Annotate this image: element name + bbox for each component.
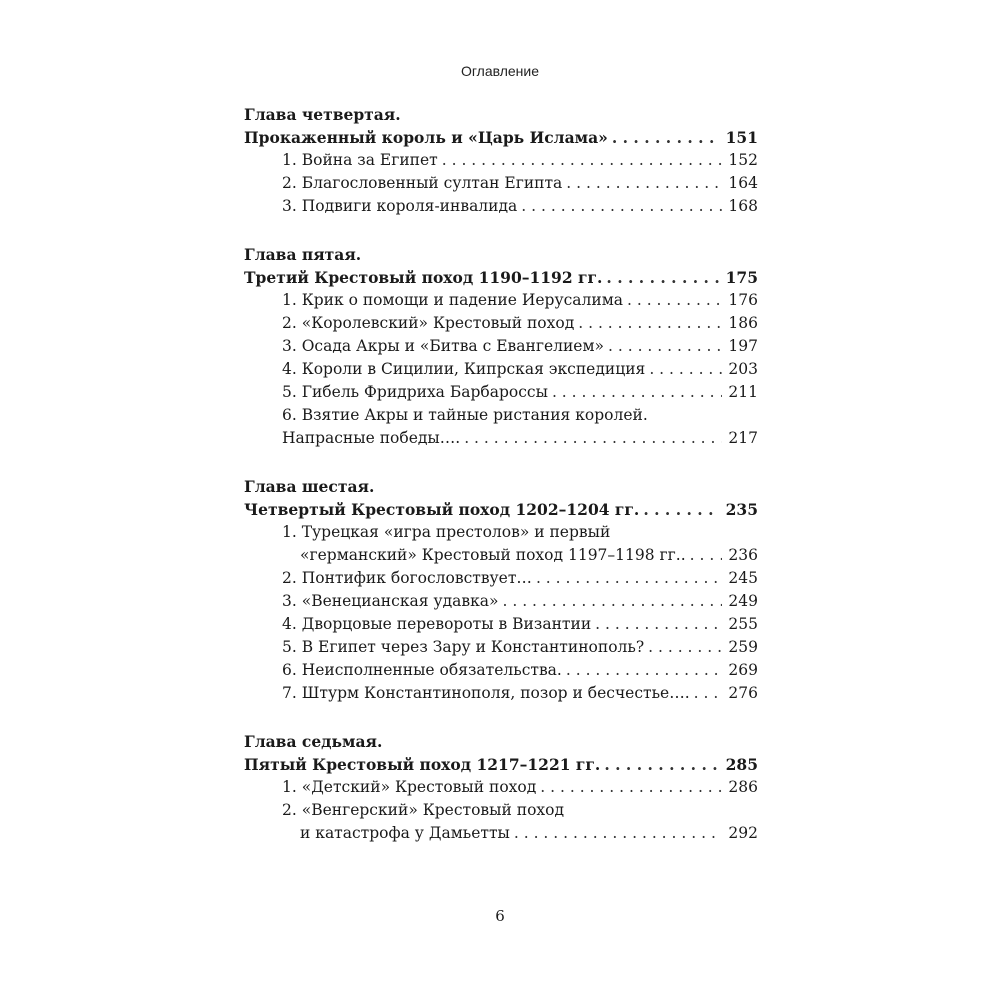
entry-title: 3. Осада Акры и «Битва с Евангелием»	[282, 337, 605, 355]
entry-title: 4. Дворцовые перевороты в Византии	[282, 615, 592, 633]
entry-page-number: 186	[728, 314, 758, 332]
entry-title: 2. Понтифик богословствует…	[282, 569, 532, 587]
entry-page-number: 203	[728, 360, 758, 378]
toc-entry-line[interactable]	[244, 636, 758, 659]
toc-entry-line	[244, 521, 758, 544]
toc-entry-line[interactable]	[244, 776, 758, 799]
chapter-title: Четвертый Крестовый поход 1202–1204 гг.	[244, 500, 640, 519]
entry-title: 1. Крик о помощи и падение Иерусалима	[282, 291, 623, 309]
entry-page-number: 245	[728, 569, 758, 587]
chapter-page-number: 285	[725, 755, 758, 774]
chapter-title: Третий Крестовый поход 1190–1192 гг.	[244, 268, 603, 287]
chapter-page-number: 175	[725, 268, 758, 287]
dot-leader	[612, 126, 720, 149]
dot-leader	[552, 381, 722, 404]
dot-leader	[690, 544, 723, 567]
dot-leader	[514, 822, 723, 845]
running-head: Оглавление	[460, 63, 540, 79]
dot-leader	[643, 498, 719, 521]
dot-leader	[521, 195, 722, 218]
dot-leader	[503, 590, 723, 613]
entry-page-number: 176	[728, 291, 758, 309]
entry-title: 4. Короли в Сицилии, Кипрская экспедиция	[282, 360, 646, 378]
entry-page-number: 269	[728, 661, 758, 679]
dot-leader	[464, 427, 722, 450]
dot-leader	[540, 776, 722, 799]
toc-entry-line[interactable]	[244, 544, 758, 567]
toc-entry-line[interactable]	[244, 427, 758, 450]
chapter-title-line[interactable]	[244, 753, 758, 776]
entry-title: 1. Война за Египет	[282, 151, 438, 169]
entry-page-number: 197	[728, 337, 758, 355]
toc-entry-line[interactable]	[244, 381, 758, 404]
entry-page-number: 286	[728, 778, 758, 796]
toc-chapter	[244, 103, 758, 218]
entry-page-number: 168	[728, 197, 758, 215]
toc-entry-line[interactable]	[244, 590, 758, 613]
dot-leader	[595, 613, 722, 636]
entry-page-number: 249	[728, 592, 758, 610]
entry-page-number: 276	[728, 684, 758, 702]
chapter-heading: Глава седьмая.	[244, 732, 383, 751]
toc-entry-line[interactable]	[244, 358, 758, 381]
entry-title: 6. Неисполненные обязательства.	[282, 661, 562, 679]
dot-leader	[442, 149, 723, 172]
toc-entry-line[interactable]	[244, 613, 758, 636]
entry-title-continuation: и катастрофа у Дамьетты	[300, 824, 510, 842]
entry-page-number: 211	[728, 383, 758, 401]
entry-title: 5. В Египет через Зару и Константинополь?	[282, 638, 645, 656]
entry-page-number: 292	[728, 824, 758, 842]
entry-title: 3. «Венецианская удавка»	[282, 592, 499, 610]
chapter-page-number: 235	[725, 500, 758, 519]
toc-chapter	[244, 730, 758, 845]
chapter-heading: Глава четвертая.	[244, 105, 401, 124]
toc-entry-line	[244, 799, 758, 822]
dot-leader	[627, 289, 722, 312]
dot-leader	[578, 312, 722, 335]
dot-leader	[604, 753, 719, 776]
entry-title: 1. «Детский» Крестовый поход	[282, 778, 537, 796]
entry-title: 5. Гибель Фридриха Барбароссы	[282, 383, 548, 401]
dot-leader	[649, 358, 722, 381]
table-of-contents	[244, 103, 758, 870]
entry-title-continuation: «германский» Крестовый поход 1197–1198 гг..	[300, 546, 686, 564]
entry-page-number: 164	[728, 174, 758, 192]
toc-entry-line[interactable]	[244, 172, 758, 195]
chapter-title-line[interactable]	[244, 266, 758, 289]
entry-title: 3. Подвиги короля-инвалида	[282, 197, 518, 215]
toc-entry-line[interactable]	[244, 312, 758, 335]
toc-entry-line[interactable]	[244, 659, 758, 682]
entry-title-continuation: Напрасные победы….	[282, 429, 461, 447]
toc-entry-line[interactable]	[244, 335, 758, 358]
toc-entry-line[interactable]	[244, 149, 758, 172]
chapter-title-line[interactable]	[244, 126, 758, 149]
chapter-title-line[interactable]	[244, 498, 758, 521]
dot-leader	[694, 682, 723, 705]
entry-title: 7. Штурм Константинополя, позор и бесчестье….	[282, 684, 690, 702]
dot-leader	[648, 636, 722, 659]
toc-chapter	[244, 475, 758, 705]
page-number: 6	[495, 907, 505, 925]
entry-page-number: 217	[728, 429, 758, 447]
entry-page-number: 255	[728, 615, 758, 633]
toc-entry-line	[244, 404, 758, 427]
dot-leader	[606, 266, 719, 289]
toc-entry-line[interactable]	[244, 822, 758, 845]
entry-title: 1. Турецкая «игра престолов» и первый	[282, 523, 611, 541]
chapter-heading: Глава пятая.	[244, 245, 362, 264]
chapter-page-number: 151	[725, 128, 758, 147]
toc-entry-line[interactable]	[244, 195, 758, 218]
toc-entry-line[interactable]	[244, 289, 758, 312]
chapter-title: Прокаженный король и «Царь Ислама»	[244, 128, 608, 147]
dot-leader	[536, 567, 722, 590]
chapter-heading: Глава шестая.	[244, 477, 375, 496]
dot-leader	[566, 172, 722, 195]
entry-title: 2. Благословенный султан Египта	[282, 174, 563, 192]
entry-title: 2. «Венгерский» Крестовый поход	[282, 801, 565, 819]
entry-page-number: 152	[728, 151, 758, 169]
dot-leader	[566, 659, 723, 682]
chapter-title: Пятый Крестовый поход 1217–1221 гг.	[244, 755, 601, 774]
toc-entry-line[interactable]	[244, 567, 758, 590]
entry-title: 6. Взятие Акры и тайные ристания королей.	[282, 406, 648, 424]
entry-page-number: 236	[728, 546, 758, 564]
entry-page-number: 259	[728, 638, 758, 656]
entry-title: 2. «Королевский» Крестовый поход	[282, 314, 575, 332]
toc-entry-line[interactable]	[244, 682, 758, 705]
dot-leader	[608, 335, 722, 358]
toc-chapter	[244, 243, 758, 450]
